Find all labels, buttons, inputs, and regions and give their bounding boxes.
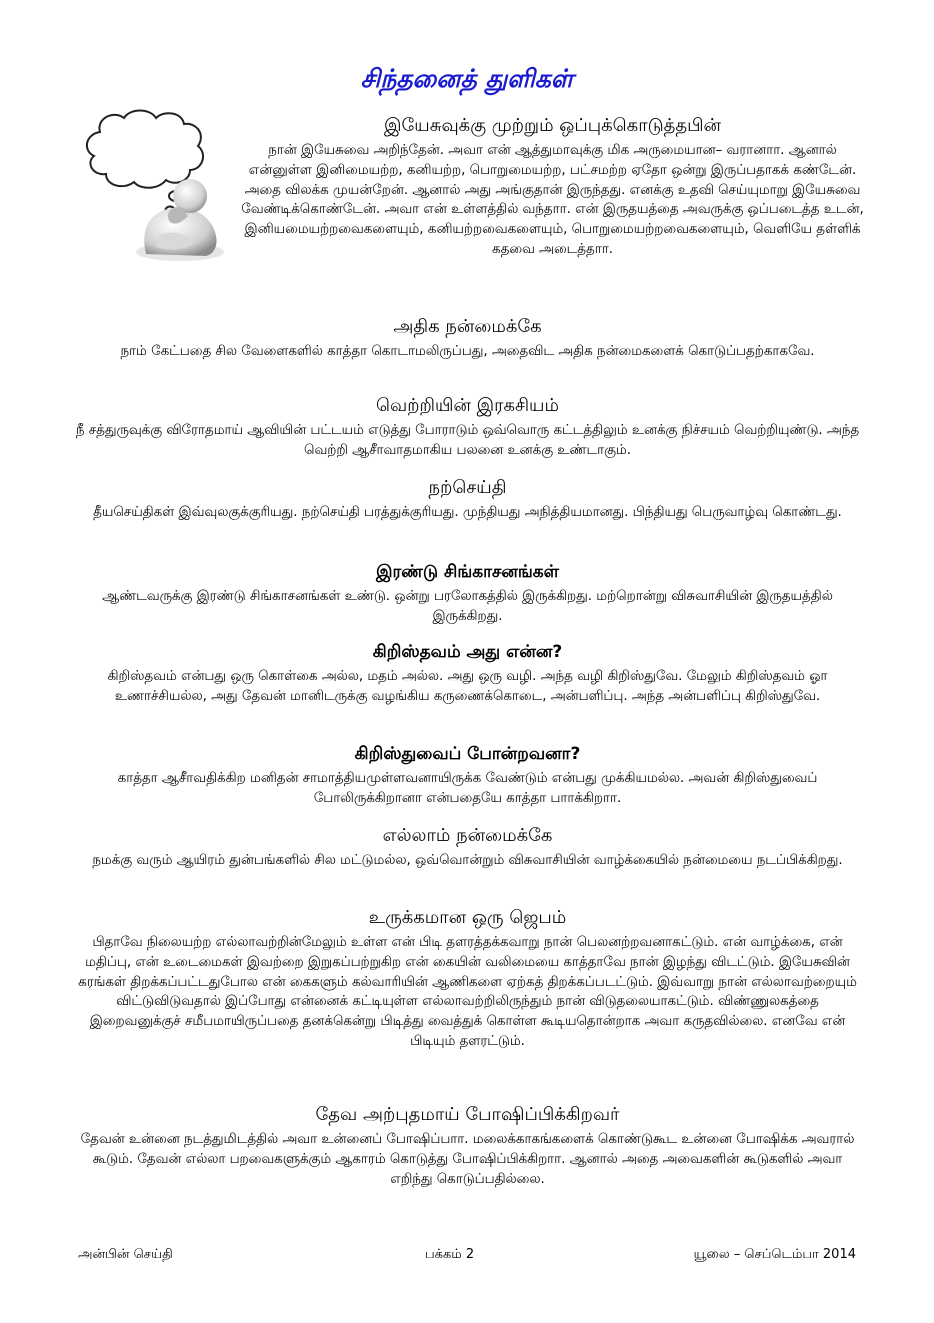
section-body: நீ சத்துருவுக்கு விரோதமாய் ஆவியின் பட்டயம் எடுத்து போராடும் ஒவ்வொரு கட்டத்திலும் உனக்கு நிச்சயம் வெற்றியுண்டு. அந்த வெற்றி ஆசீாவாதமாகிய பலனை உனக்கு உண்டாகும். — [75, 423, 860, 458]
section-heading: உருக்கமான ஒரு ஜெபம் — [368, 907, 567, 928]
section-god-provides — [75, 1103, 860, 1189]
section-surrender — [240, 114, 865, 260]
section-heading: எல்லாம் நன்மைக்கே — [382, 825, 553, 846]
section-heading: கிறிஸ்தவம் அது என்ன? — [372, 642, 563, 662]
section-good-news — [75, 476, 860, 523]
section-body: நமக்கு வரும் ஆயிரம் துன்பங்களில் சில மட்டுமல்ல, ஒவ்வொன்றும் விசுவாசியின் வாழ்க்கையில் நன்மையை நடப்பிக்கிறது. — [92, 853, 843, 868]
section-body: நாம் கேட்பதை சில வேளைகளில் காத்தா கொடாமலிருப்பது, அதைவிட அதிக நன்மைகளைக் கொடுப்பதற்காகவே. — [120, 344, 815, 359]
section-heading: கிறிஸ்துவைப் போன்றவனா? — [354, 744, 581, 764]
section-heading: நற்செய்தி — [428, 477, 507, 498]
section-like-christ — [75, 742, 860, 809]
section-body: ஆண்டவருக்கு இரண்டு சிங்காசனங்கள் உண்டு. ஒன்று பரலோகத்தில் இருக்கிறது. மற்றொன்று விசுவாசியின் இருதயத்தில் இருக்கிறது. — [102, 589, 833, 624]
section-secret-of-victory — [75, 394, 860, 461]
section-greater-good — [75, 315, 860, 362]
section-all-for-good — [75, 824, 860, 871]
section-heading: தேவ அற்புதமாய் போஷிப்பிக்கிறவர் — [315, 1104, 620, 1125]
section-earnest-prayer — [75, 906, 860, 1052]
section-body: நான் இயேசுவை அறிந்தேன். அவா என் ஆத்துமாவுக்கு மிக அருமையான– வரானாா. ஆனால் என்னுள்ள இனிமையற்ற, கனியற்ற, பொறுமையற்ற, பட்சமற்ற ஏதோ ஒன்று இருப்பதாகக் கண்டேன். அதை விலக்க முயன்றேன். ஆனால் அது அங்குதான் இருந்தது. எனக்கு உதவி செய்யுமாறு இயேசுவை வேண்டிக்கொண்டேன். அவா என் உள்ளத்தில் வந்தாா. என் இருதயத்தை அவருக்கு ஒப்படைத்த உடன், இனியமையற்றவைகளையும், கனியற்றவைகளையும், பொறுமையற்றவைகளையும், வெளியே தள்ளிக் கதவை அடைத்தாா. — [241, 143, 864, 257]
section-body: காத்தா ஆசீாவதிக்கிற மனிதன் சாமாத்தியமுள்ளவனாயிருக்க வேண்டும் என்பது முக்கியமல்ல. அவன் கிறிஸ்துவைப் போலிருக்கிறானா என்பதையே காத்தா பாாக்கிறாா. — [117, 771, 818, 806]
section-heading: இரண்டு சிங்காசனங்கள் — [375, 562, 559, 582]
section-body: தீயசெய்திகள் இவ்வுலகுக்குரியது. நற்செய்தி பரத்துக்குரியது. முந்தியது அநித்தியமானது. பிந்தியது பெருவாழ்வு கொண்டது. — [93, 505, 842, 520]
thinking-person-icon — [60, 104, 230, 264]
section-two-thrones — [75, 560, 860, 627]
footer-page-number: பக்கம் 2 — [425, 1247, 475, 1262]
section-heading: வெற்றியின் இரகசியம் — [376, 395, 559, 416]
footer-publication: அன்பின் செய்தி — [78, 1247, 173, 1262]
section-heading: அதிக நன்மைக்கே — [393, 316, 542, 337]
section-heading: இயேசுவுக்கு முற்றும் ஒப்புக்கொடுத்தபின் — [383, 115, 721, 136]
section-body: கிறிஸ்தவம் என்பது ஒரு கொள்கை அல்ல, மதம் அல்ல. அது ஒரு வழி. அந்த வழி கிறிஸ்துவே. மேலும் கிறிஸ்தவம் ஓா உணாச்சியல்ல, அது தேவன் மானிடருக்கு வழங்கிய கருணைக்கொடை, அன்பளிப்பு. அந்த அன்பளிப்பு கிறிஸ்துவே. — [107, 669, 828, 704]
section-body: தேவன் உன்னை நடத்துமிடத்தில் அவா உன்னைப் போஷிப்பாா. மலைக்காகங்களைக் கொண்டுகூட உன்னை போஷிக்க அவரால் கூடும். தேவன் எல்லா பறவைகளுக்கும் ஆகாரம் கொடுத்து போஷிப்பிக்கிறாா. ஆனால் அதை அவைகளின் கூடுகளில் அவா எறிந்து கொடுப்பதில்லை. — [80, 1132, 855, 1187]
page-title: சிந்தனைத் துளிகள் — [360, 64, 574, 93]
section-body: பிதாவே நிலையற்ற எல்லாவற்றின்மேலும் உள்ள என் பிடி தளரத்தக்கவாறு நான் பெலனற்றவனாகட்டும். என் வாழ்க்கை, என் மதிப்பு, என் உடைமைகள் இவற்றை இறுகப்பற்றுகிற என் கையின் வலிமையை காத்தாவே நான் இழந்து விடட்டும். இயேசுவின் கரங்கள் திறக்கப்பட்டதுபோல என் கைகளும் கல்வாரியின் ஆணிகளை ஏற்கத் திறக்கப்படட்டும். இவ்வாறு நான் எல்லாவற்றையும் விட்டுவிடுவதால் இப்போது என்னைக் கட்டியுள்ள எல்லாவற்றிலிருந்தும் நான் விடுதலையாகட்டும். விண்ணுலகத்தை இறைவனுக்குச் சமீபமாயிருப்பதை தனக்கென்று பிடித்து வைத்துக் கொள்ள கூடியதொன்றாக அவா கருதவில்லை. எனவே என் பிடியும் தளரட்டும். — [78, 935, 857, 1049]
section-what-is-christianity — [75, 640, 860, 707]
footer-issue-date: யூலை – செப்டெம்பா 2014 — [693, 1247, 856, 1262]
